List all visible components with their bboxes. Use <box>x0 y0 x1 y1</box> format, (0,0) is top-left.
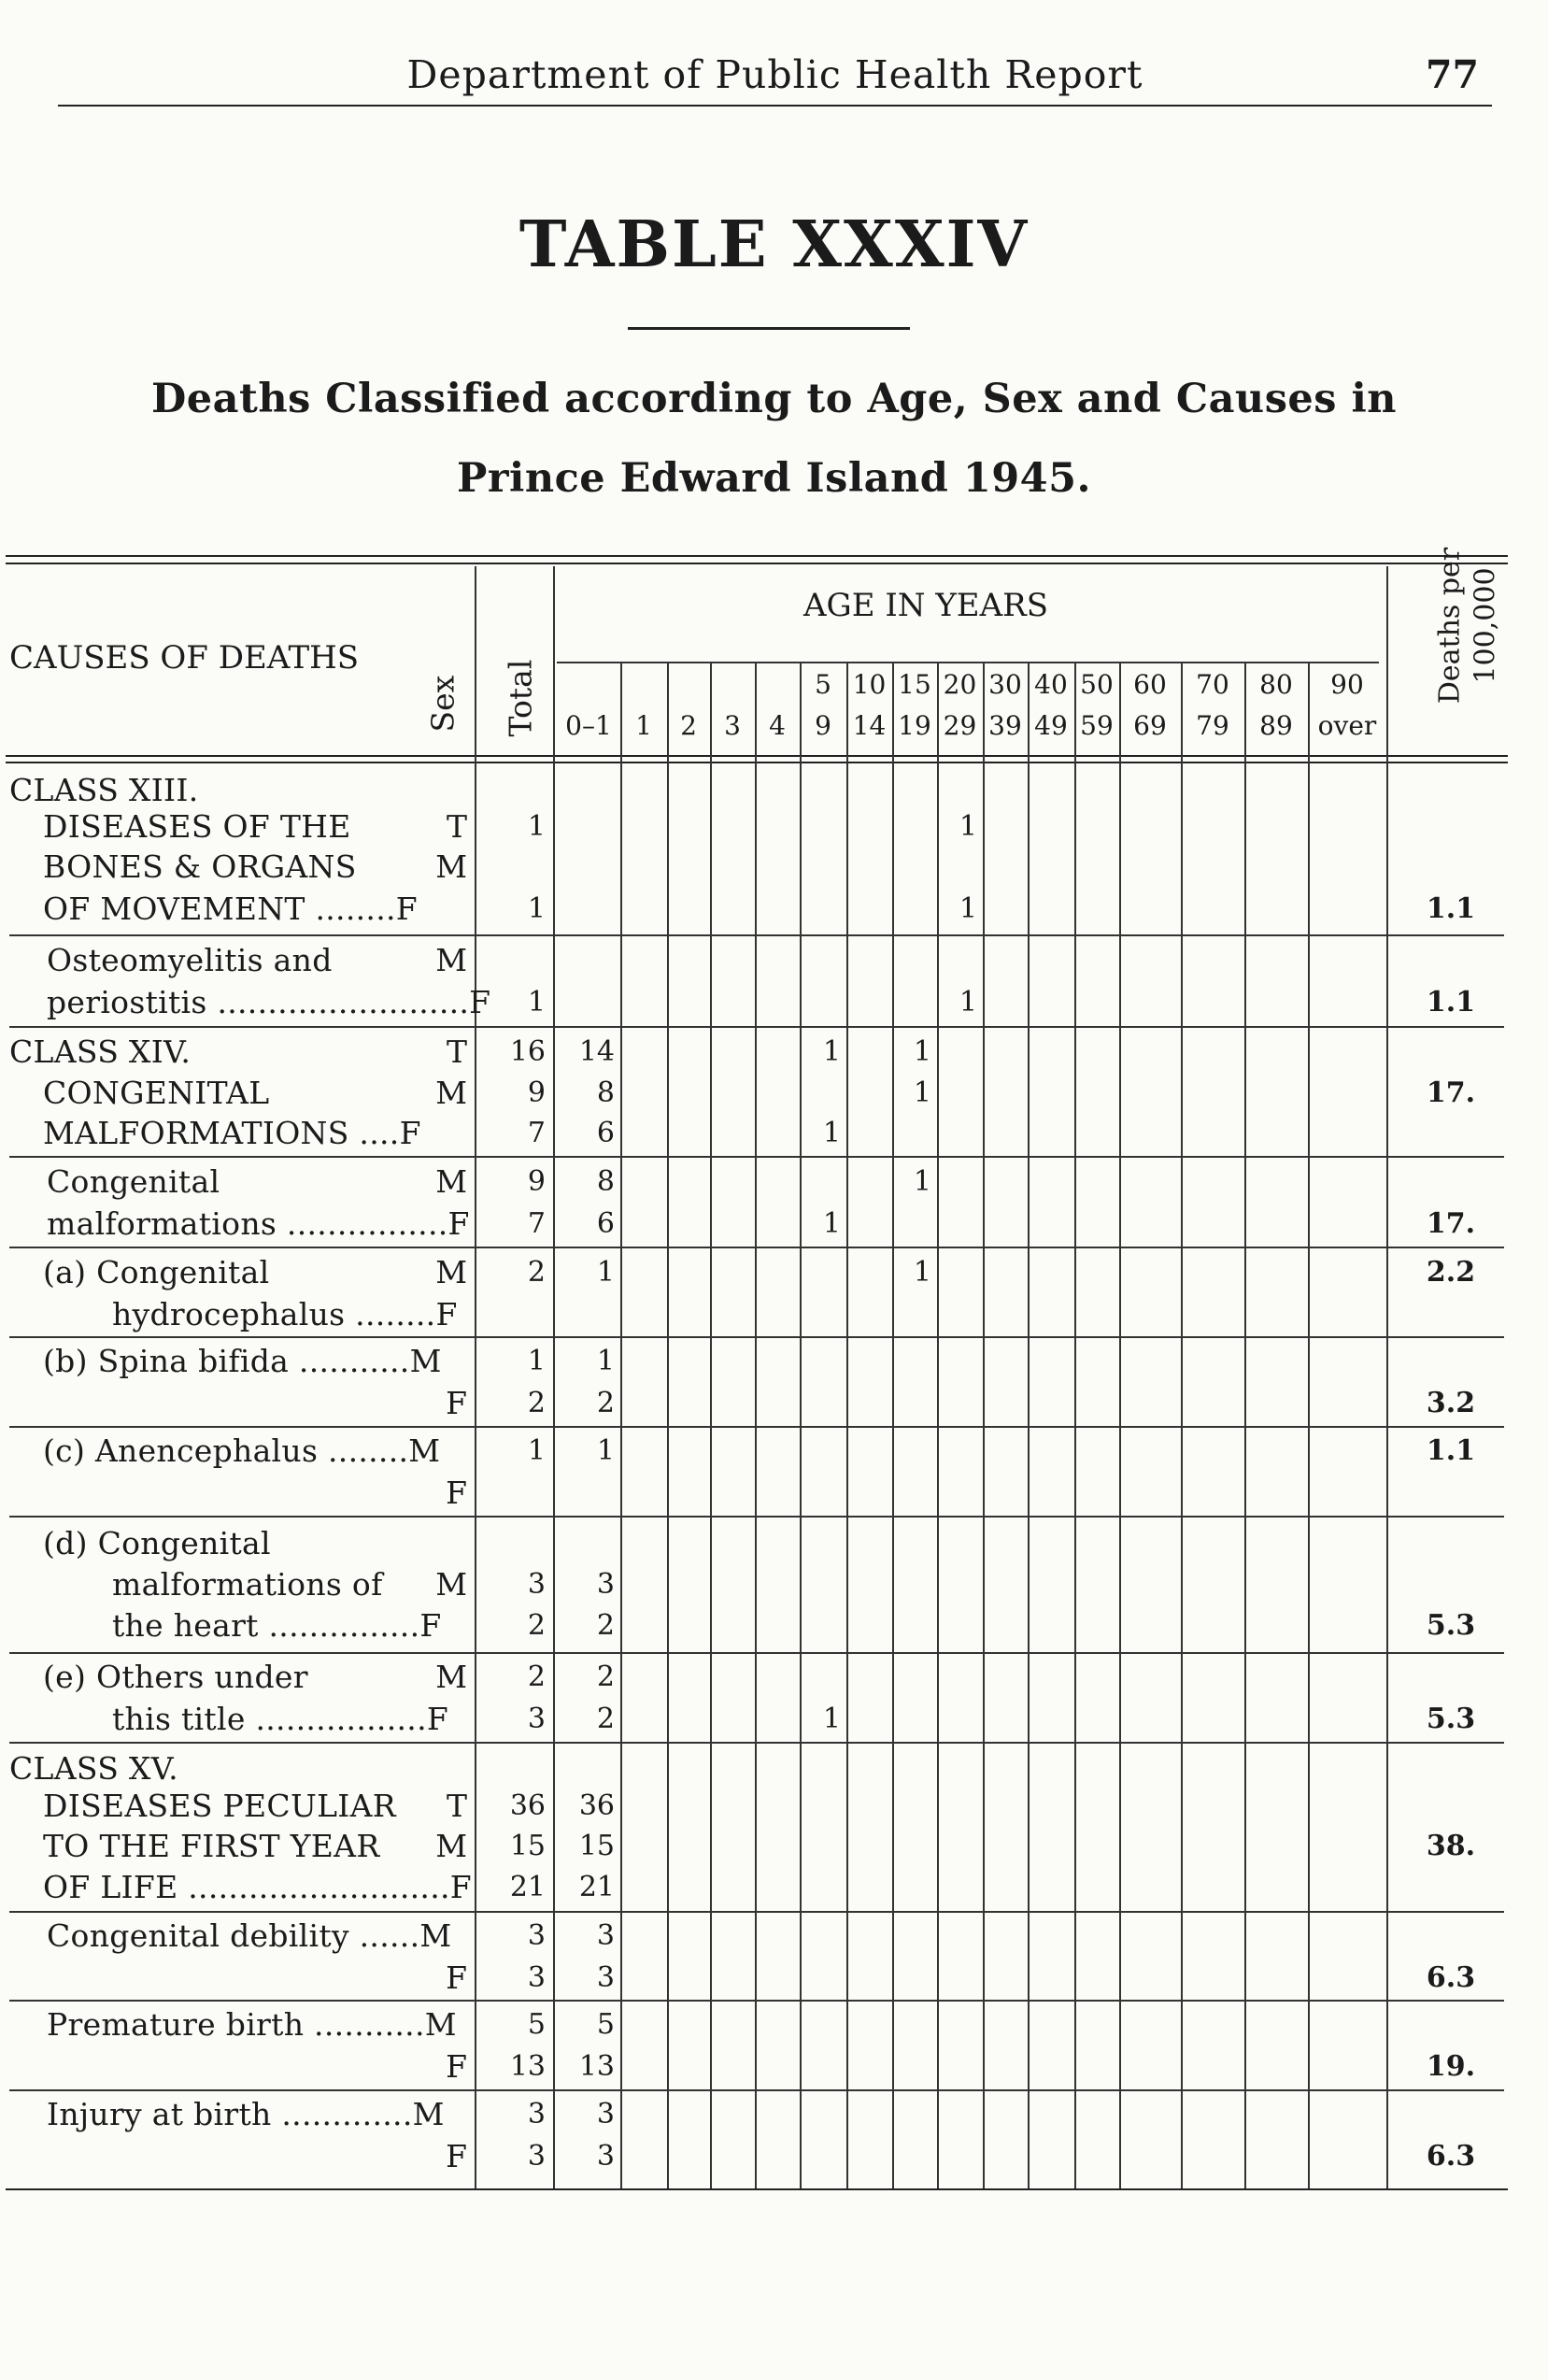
age-band-top: 70 <box>1196 669 1229 700</box>
table-subtitle-line1: Deaths Classified according to Age, Sex and Causes in <box>150 376 1398 422</box>
total-value: 36 <box>509 1789 546 1822</box>
age-cell-value: 8 <box>596 1076 615 1109</box>
age-cell-value: 1 <box>913 1165 931 1198</box>
sex-label: T <box>446 1033 467 1070</box>
age-band-top: 30 <box>988 669 1022 700</box>
sex-label: M <box>435 1566 467 1603</box>
age-cell-value: 1 <box>822 1035 841 1068</box>
cause-label: (e) Others under <box>43 1659 308 1695</box>
age-band-top: 40 <box>1034 669 1068 700</box>
age-band-bottom: 4 <box>769 710 786 741</box>
total-value: 7 <box>527 1117 546 1149</box>
age-band-bottom: 89 <box>1259 710 1293 741</box>
sex-label: M <box>435 1163 467 1200</box>
age-cell-value: 1 <box>822 1207 841 1240</box>
total-value: 13 <box>509 2050 546 2083</box>
group-separator <box>9 1247 1504 1248</box>
sex-label: F <box>446 2048 467 2085</box>
age-band-bottom: 2 <box>680 710 697 741</box>
page-number: 77 <box>1425 52 1479 97</box>
sex-label: M <box>435 942 467 978</box>
group-separator <box>9 934 1504 936</box>
total-column-rule <box>553 566 555 2188</box>
cause-label: OF LIFE ..........................F <box>43 1869 472 1905</box>
age-cell-value: 3 <box>596 2098 615 2131</box>
rate-value: 1.1 <box>1426 986 1476 1019</box>
header-bottom-rule <box>6 755 1508 757</box>
age-band-bottom: 19 <box>898 710 931 741</box>
age-band-bottom: 29 <box>943 710 977 741</box>
sex-column-header: Sex <box>424 675 462 733</box>
total-value: 3 <box>527 1568 546 1601</box>
age-cell-value: 15 <box>578 1830 615 1862</box>
age-in-years-header: AGE IN YEARS <box>803 587 1049 624</box>
group-separator <box>9 2000 1504 2002</box>
sex-label: T <box>446 1788 467 1824</box>
age-cell-value: 3 <box>596 1568 615 1601</box>
age-cell-value: 2 <box>596 1660 615 1693</box>
age-cell-value: 2 <box>596 1703 615 1735</box>
cause-label: TO THE FIRST YEAR <box>43 1828 380 1864</box>
deaths-per-header: Deaths per <box>1433 547 1467 705</box>
total-value: 9 <box>527 1076 546 1109</box>
group-separator <box>9 1652 1504 1654</box>
age-cell-value: 3 <box>596 2140 615 2173</box>
total-value: 5 <box>527 2008 546 2041</box>
sex-label: M <box>435 1075 467 1111</box>
cause-label: CLASS XIII. <box>9 772 199 808</box>
age-band-top: 15 <box>898 669 931 700</box>
total-value: 1 <box>527 1345 546 1377</box>
cause-label: CONGENITAL <box>43 1075 270 1111</box>
sex-label: M <box>435 1828 467 1864</box>
cause-label: Congenital debility ......M <box>47 1917 452 1954</box>
total-value: 2 <box>527 1660 546 1693</box>
rate-value: 17. <box>1426 1207 1476 1240</box>
cause-label: DISEASES OF THE <box>43 808 351 845</box>
age-cell-value: 1 <box>959 986 977 1019</box>
cause-label: CLASS XV. <box>9 1750 178 1787</box>
total-value: 7 <box>527 1207 546 1240</box>
cause-label: Osteomyelitis and <box>47 942 333 978</box>
total-value: 1 <box>527 892 546 925</box>
rate-column-rule <box>1386 566 1388 2188</box>
group-separator <box>9 1426 1504 1428</box>
age-cell-value: 1 <box>822 1117 841 1149</box>
age-band-top: 10 <box>852 669 887 700</box>
rate-value: 1.1 <box>1426 1434 1476 1467</box>
cause-label: Injury at birth .............M <box>47 2096 445 2132</box>
running-title: Department of Public Health Report <box>406 52 1143 97</box>
header-bottom-rule-2 <box>6 762 1508 763</box>
per-100000-header: 100,000 <box>1469 567 1502 684</box>
cause-label: hydrocephalus ........F <box>112 1296 458 1333</box>
age-cell-value: 2 <box>596 1609 615 1642</box>
age-cell-value: 1 <box>596 1345 615 1377</box>
age-band-bottom: 59 <box>1080 710 1114 741</box>
rate-value: 3.2 <box>1426 1387 1476 1419</box>
causes-column-header: CAUSES OF DEATHS <box>9 639 360 677</box>
age-cell-value: 3 <box>596 1961 615 1994</box>
cause-label: malformations ................F <box>47 1205 470 1242</box>
group-separator <box>9 1026 1504 1028</box>
total-value: 2 <box>527 1387 546 1419</box>
age-band-bottom: over <box>1317 710 1377 741</box>
age-cell-value: 1 <box>822 1703 841 1735</box>
cause-label: DISEASES PECULIAR <box>43 1788 396 1824</box>
cause-label: Congenital <box>47 1163 220 1200</box>
page-header <box>58 47 1492 107</box>
total-value: 1 <box>527 986 546 1019</box>
total-value: 1 <box>527 810 546 843</box>
group-separator <box>9 1336 1504 1338</box>
age-band-top: 90 <box>1330 669 1364 700</box>
table-title: TABLE XXXIV <box>518 207 1030 282</box>
total-column-header: Total <box>502 659 539 737</box>
sex-label: F <box>446 2138 467 2174</box>
age-cell-value: 1 <box>959 892 977 925</box>
age-band-top: 5 <box>815 669 831 700</box>
sex-label: M <box>435 848 467 885</box>
sex-label: F <box>446 1960 467 1996</box>
group-separator <box>9 1156 1504 1158</box>
total-value: 3 <box>527 1919 546 1952</box>
age-band-top: 80 <box>1259 669 1293 700</box>
total-value: 9 <box>527 1165 546 1198</box>
age-cell-value: 1 <box>913 1035 931 1068</box>
sex-label: M <box>435 1659 467 1695</box>
rate-value: 6.3 <box>1426 1961 1476 1994</box>
table-subtitle-line2: Prince Edward Island 1945. <box>457 455 1091 502</box>
group-separator <box>9 1742 1504 1744</box>
age-cell-value: 2 <box>596 1387 615 1419</box>
sex-label: T <box>446 808 467 845</box>
age-band-bottom: 14 <box>852 710 887 741</box>
sex-column-rule <box>475 566 476 2188</box>
table-bottom-rule <box>6 2188 1508 2190</box>
cause-label: malformations of <box>112 1566 383 1603</box>
age-cell-value: 13 <box>578 2050 615 2083</box>
age-cell-value: 6 <box>596 1117 615 1149</box>
age-cell-value: 1 <box>913 1256 931 1289</box>
sex-label: M <box>435 1254 467 1290</box>
age-cell-value: 1 <box>596 1434 615 1467</box>
group-separator <box>9 1911 1504 1913</box>
total-value: 3 <box>527 1961 546 1994</box>
age-cell-value: 1 <box>959 810 977 843</box>
age-header-rule <box>557 662 1379 663</box>
group-separator <box>9 2089 1504 2091</box>
cause-label: Premature birth ...........M <box>47 2006 457 2043</box>
cause-label: periostitis .........................F <box>47 984 491 1020</box>
total-value: 3 <box>527 1703 546 1735</box>
age-cell-value: 6 <box>596 1207 615 1240</box>
age-cell-value: 21 <box>578 1871 615 1903</box>
group-separator <box>9 1516 1504 1518</box>
cause-label: (c) Anencephalus ........M <box>43 1432 441 1469</box>
cause-label: the heart ...............F <box>112 1607 442 1644</box>
age-band-top: 50 <box>1080 669 1114 700</box>
sex-label: F <box>446 1385 467 1421</box>
table-top-rule-2 <box>6 563 1508 564</box>
total-value: 15 <box>509 1830 546 1862</box>
age-cell-value: 3 <box>596 1919 615 1952</box>
rate-value: 5.3 <box>1426 1703 1476 1735</box>
rate-value: 17. <box>1426 1076 1476 1109</box>
cause-label: BONES & ORGANS <box>43 848 357 885</box>
sex-label: F <box>446 1475 467 1511</box>
rate-value: 6.3 <box>1426 2140 1476 2173</box>
total-value: 2 <box>527 1256 546 1289</box>
cause-label: OF MOVEMENT ........F <box>43 891 418 927</box>
age-cell-value: 5 <box>596 2008 615 2041</box>
total-value: 3 <box>527 2098 546 2131</box>
age-cell-value: 1 <box>596 1256 615 1289</box>
cause-label: MALFORMATIONS ....F <box>43 1115 421 1151</box>
age-band-bottom: 69 <box>1133 710 1167 741</box>
age-band-bottom: 49 <box>1034 710 1068 741</box>
total-value: 2 <box>527 1609 546 1642</box>
age-cell-value: 36 <box>578 1789 615 1822</box>
table-top-rule <box>6 555 1508 557</box>
age-band-bottom: 9 <box>815 710 831 741</box>
age-cell-value: 14 <box>578 1035 615 1068</box>
cause-label: (d) Congenital <box>43 1525 271 1561</box>
age-band-top: 20 <box>943 669 977 700</box>
age-band-bottom: 39 <box>988 710 1022 741</box>
total-value: 16 <box>509 1035 546 1068</box>
age-band-top: 60 <box>1133 669 1167 700</box>
age-band-bottom: 0–1 <box>565 710 612 741</box>
age-cell-value: 1 <box>913 1076 931 1109</box>
cause-label: this title .................F <box>112 1701 449 1737</box>
title-rule <box>628 327 910 330</box>
age-band-bottom: 3 <box>724 710 741 741</box>
rate-value: 5.3 <box>1426 1609 1476 1642</box>
rate-value: 38. <box>1426 1830 1476 1862</box>
rate-value: 19. <box>1426 2050 1476 2083</box>
cause-label: CLASS XIV. <box>9 1033 192 1070</box>
total-value: 3 <box>527 2140 546 2173</box>
rate-value: 1.1 <box>1426 892 1476 925</box>
age-cell-value: 8 <box>596 1165 615 1198</box>
cause-label: (a) Congenital <box>43 1254 270 1290</box>
total-value: 1 <box>527 1434 546 1467</box>
cause-label: (b) Spina bifida ...........M <box>43 1343 442 1379</box>
rate-value: 2.2 <box>1426 1256 1476 1289</box>
total-value: 21 <box>509 1871 546 1903</box>
age-band-bottom: 79 <box>1196 710 1229 741</box>
age-band-bottom: 1 <box>635 710 652 741</box>
